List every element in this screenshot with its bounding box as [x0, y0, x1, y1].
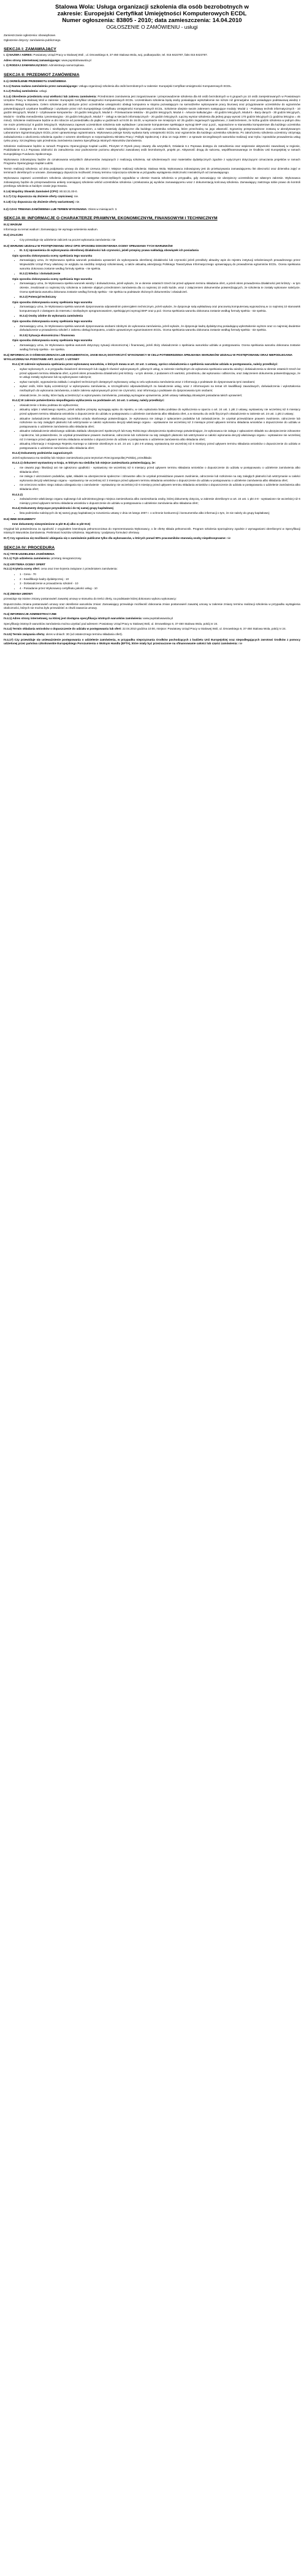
iv11-label: IV.1.1) Tryb udzielenia zamówienia:	[4, 557, 51, 560]
iii42-heading: III.4.2) W zakresie potwierdzenia niepodlegania wykluczeniu na podstawie art. 24 ust. 1 ustawy, należy przedłożyć:	[12, 399, 165, 402]
ii17-paragraph	[4, 195, 300, 199]
section-2-title: SEKCJA II: PRZEDMIOT ZAMÓWIENIA	[4, 72, 80, 77]
iii2-item: • Czy przewiduje się udzielenie zaliczek na poczet wykonania zamówienia: nie	[20, 238, 300, 243]
iii44-item-1: • lista podmiotów należących do tej samej grupy kapitałowej w rozumieniu ustawy z dnia 16 lutego 2007 r. o ochronie konkurencji i konsumentów albo informacji o tym, że nie należy do grupy kapitałowej;	[20, 511, 300, 516]
iii7-label: III.7) Czy ogranicza się możliwość ubiegania się o zamówienie publiczne tylko dla wykonawców, u których ponad 50% pracowników stanowią osoby niepełnosprawne:	[4, 536, 227, 540]
ii12-label: II.1.2) Rodzaj zamówienia:	[4, 89, 39, 93]
iv41-label: IV.4.1) Adres strony internetowej, na której jest dostępna specyfikacja istotnych warunków zamówienia:	[4, 617, 143, 620]
iii1-text: Informacja na temat wadium: Zamawiający nie wymaga wniesienia wadium.	[4, 227, 98, 231]
iii42-item-1: • oświadczenie o braku podstaw do wykluczenia;	[20, 404, 300, 408]
iii41-heading: III.4.1) W zakresie wykazania spełniania przez wykonawcę warunków, o których mowa w art. 22 ust. 1 ustawy, oprócz oświadczenia o spełnieniu warunków udziału w postępowaniu, należy przedłożyć:	[12, 363, 278, 366]
section-1-title: SEKCJA I: ZAMAWIAJĄCY	[4, 47, 56, 52]
iii31-heading: • III. 3.1) Uprawnienia do wykonywania określonej działalności lub czynności, jeżeli przepisy prawa nakładają obowiązek ich posiadania	[20, 249, 300, 253]
iii32-how-list	[4, 282, 300, 294]
iii7-paragraph	[4, 537, 300, 541]
notice-title-line-2: zakresie: Europejski Certyfikat Umiejętności Komputerowych ECDL	[57, 10, 247, 17]
ii14-label: II.1.4) Określenie przedmiotu oraz wielkości lub zakresu zamówienia:	[4, 94, 97, 98]
iii6-text: Oryginał lub potwierdzona za zgodność z oryginałem kserokopia pełnomocnictwa do reprezentowania Wykonawcy, o ile ofertę składa pełnomocnik. Program szkolenia sporządzony zgodnie z wymaganiami określonymi w Specyfikacji Istotnych Warunków Zamówienia. Preliminarz kosztów szkolenia. Wypełniony i podpisany formularz ofertowy.	[4, 527, 300, 535]
iii34-how-list	[4, 325, 300, 333]
iv45-text: okres w dniach: 30 (od ostatecznego terminu składania ofert).	[45, 633, 123, 636]
iii2-list	[4, 238, 300, 243]
iii31-how-list	[4, 258, 300, 271]
i1-paragraph	[4, 53, 300, 58]
iii42-item-5: • aktualną informację z Krajowego Rejestru Karnego w zakresie określonym w art. 24 ust. 1 pkt 4-8 ustawy, wystawioną nie wcześniej niż 6 miesięcy przed upływem terminu składania wniosków o dopuszczenie do udziału w postępowaniu o udzielenie zamówienia albo składania ofert;	[20, 442, 300, 450]
iv44-text: 22.04.2010 godzina 10:00, miejsce: Powiatowy Urząd Pracy w Stalowej Woli, ul. Dmowskiego 8, 37-450 Stalowa Wola, pokój nr 24.	[122, 627, 286, 631]
iv21-label: IV.2.1) Kryteria oceny ofert:	[4, 567, 40, 571]
iv3-text: przewiduje się istotne zmiany postanowień zawartej umowy w stosunku do treści oferty, na podstawie której dokonano wyboru wykonawcy:	[4, 597, 177, 600]
iii431-item-2: • nie zalega z uiszczaniem podatków, opłat, składek na ubezpieczenie społeczne i zdrowotne albo że uzyskał przewidziane prawem zwolnienie, odroczenie lub rozłożenie na raty zaległych płatności lub wstrzymanie w całości wykonania decyzji właściwego organu - wystawiony nie wcześniej niż 3 miesiące przed upływem terminu składania wniosków o dopuszczenie do udziału w postępowaniu o udzielenie zamówienia albo składania ofert;	[20, 475, 300, 483]
iii431-item-3: • nie orzeczono wobec niego zakazu ubiegania się o zamówienie - wystawiony nie wcześniej niż 6 miesięcy przed upływem terminu składania wniosków o dopuszczenie do udziału w postępowaniu o udzielenie zamówienia albo składania ofert;	[20, 483, 300, 491]
iii41-item-3: • wykaz osób, które będą uczestniczyć w wykonywaniu zamówienia, w szczególności odpowiedzialnych za świadczenie usług, wraz z informacjami na temat ich kwalifikacji zawodowych, doświadczenia i wykształcenia niezbędnych do wykonania zamówienia, a także zakresu wykonywanych przez nie czynności, oraz informacją o podstawie do dysponowania tymi osobami;	[20, 385, 300, 393]
notice-title-line-3: Numer ogłoszenia: 83805 - 2010; data zamieszczenia: 14.04.2010	[62, 17, 242, 24]
iii44-list	[4, 511, 300, 516]
iii43-heading: III.4.3) Dokumenty podmiotów zagranicznych	[12, 451, 73, 455]
ii11-text: Usługa organizacji szkolenia dla osób bezrobotnych w zakresie: Europejski Certyfikat Umiejętności Komputerowych ECDL.	[78, 84, 232, 88]
iii35-heading: • III.3.5) Sytuacja ekonomiczna i finansowa	[20, 334, 300, 338]
iii32-how-label: Opis sposobu dokonywania oceny spełniania tego warunku	[12, 277, 93, 281]
iii4-heading: III.4) INFORMACJA O OŚWIADCZENIACH LUB DOKUMENTACH, JAKIE MAJĄ DOSTARCZYĆ WYKONAWCY W CELU POTWIERDZENIA SPEŁNIANIA WARUNKÓW UDZIAŁU W POSTĘPOWANIU ORAZ NIEPODLEGANIA WYKLUCZENIU NA PODSTAWIE ART. 24 UST. 1 USTAWY	[4, 353, 292, 361]
iv45-label: IV.4.5) Termin związania ofertą:	[4, 633, 45, 636]
iii432-heading: III.4.3.2)	[12, 492, 23, 496]
iii3-heading: III.3) WARUNKI UDZIAŁU W POSTĘPOWANIU ORAZ OPIS SPOSOBU DOKONYWANIA OCENY SPEŁNIANIA TYCH WARUNKÓW	[4, 244, 173, 247]
iii31-how-text: • Zamawiający uzna, że Wykonawca spełnia warunek posiadania uprawnień do wykonywania określonej działalności lub czynności jeżeli przedłoży aktualny wpis do rejestru instytucji szkoleniowych prowadzonego przez Wojewódzki Urząd Pracy właściwy ze względu na siedzibę instytucji szkoleniowej, a także aktualną akredytację Polskiego Towarzystwa Informatycznego uprawniającą do prowadzenia egzaminów ECDL. Ocena spełniania warunku dokonana zostanie według formuły spełnia - nie spełnia.	[20, 258, 300, 271]
iii42-item-2: • aktualny odpis z właściwego rejestru, jeżeli odrębne przepisy wymagają wpisu do rejestru, w celu wykazania braku podstaw do wykluczenia w oparciu o art. 24 ust. 1 pkt 2 ustawy, wystawiony nie wcześniej niż 6 miesięcy przed upływem terminu składania wniosków o dopuszczenie do udziału w postępowaniu o udzielenie zamówienia albo składania ofert, a w stosunku do osób fizycznych oświadczenie w zakresie art. 24 ust. 1 pkt 2 ustawy;	[20, 408, 300, 416]
iii34-how-label: Opis sposobu dokonywania oceny spełniania tego warunku	[12, 320, 93, 323]
iii35-block	[4, 334, 300, 338]
iv45-paragraph	[4, 633, 300, 637]
section-3-title: SEKCJA III: INFORMACJE O CHARAKTERZE PRAWNYM, EKONOMICZNYM, FINANSOWYM I TECHNICZNYM	[4, 216, 218, 221]
criterion-item-2: • 2 - Kwalifikacje kadry dydaktycznej - 10	[20, 578, 300, 582]
ii14-paragraph	[4, 95, 300, 143]
iii43-text: Jeżeli wykonawca ma siedzibę lub miejsce zamieszkania poza terytorium Rzeczypospolitej Polskiej, przedkłada:	[12, 456, 153, 459]
mandatory-note: Zamieszczanie ogłoszenia: obowiązkowe.	[4, 34, 56, 37]
iii44-heading: III.4.4) Dokumenty dotyczące przynależności do tej samej grupy kapitałowej	[12, 507, 113, 510]
i1-web-link[interactable]: www.pupstalowawola.pl	[61, 58, 91, 62]
iv41-link[interactable]: www.pupstalowawola.pl	[143, 617, 173, 620]
iii35-how-text: • Zamawiający uzna, że Wykonawca spełnia warunek dotyczący sytuacji ekonomicznej i finansowej, jeżeli złoży oświadczenie o spełnianiu warunków udziału w postępowaniu. Ocena spełniania warunku dokonana zostanie według formuły spełnia - nie spełnia.	[20, 344, 300, 352]
iii33-how-label: Opis sposobu dokonywania oceny spełniania tego warunku	[12, 300, 93, 304]
i1-web-label: Adres strony internetowej zamawiającego:	[4, 58, 61, 62]
ii18-label: II.1.8) Czy dopuszcza się złożenie oferty wariantowej:	[4, 200, 75, 203]
i1-label: I. 1) NAZWA I ADRES:	[4, 53, 33, 57]
ii2-paragraph	[4, 208, 300, 212]
iii41-item-1: • wykaz wykonanych, a w przypadku świadczeń okresowych lub ciągłych również wykonywanych, głównych usług, w zakresie niezbędnym do wykazania spełniania warunku wiedzy i doświadczenia w okresie ostatnich trzech lat przed upływem terminu składania ofert, a jeżeli okres prowadzenia działalności jest krótszy - w tym okresie, z podaniem ich wartości, przedmiotu, dat wykonania i odbiorców, oraz załączeniem dokumentu potwierdzającego, że te usługi zostały wykonane lub są wykonywane należycie;	[20, 367, 300, 380]
ii14-extra-3: Termin realizacji szkolenia: od dnia podpisania umowy do dnia 30 czerwca 2010 r. Miejsce realizacji szkolenia: Stalowa Wola. Wykonawca zobowiązany jest do przekazywania zamawiającemu list obecności oraz dziennika zajęć w terminach określonych w umowie. Zamawiający dopuszcza możliwość zmiany terminu rozpoczęcia szkolenia w przypadku wystąpienia okoliczności niezależnych od zamawiającego.	[4, 167, 300, 175]
iii41-item-4: • oświadczenie, że osoby, które będą uczestniczyć w wykonywaniu zamówienia, posiadają wymagane uprawnienia, jeżeli ustawy nakładają obowiązek posiadania takich uprawnień;	[20, 394, 300, 398]
iii6-heading: III.6) INNE DOKUMENTY	[4, 517, 36, 521]
iii6-subheading: Inne dokumenty niewymienione w pkt III.4) albo w pkt III.5)	[12, 522, 91, 526]
iv1-heading: IV.1) TRYB UDZIELENIA ZAMÓWIENIA	[4, 552, 55, 555]
ii12-text: usługi.	[39, 89, 48, 93]
ii17-label: II.1.7) Czy dopuszcza się złożenie oferty częściowej:	[4, 195, 74, 198]
iii33-heading: • III.3.3) Potencjał techniczny	[20, 295, 300, 299]
iv44-label: IV.4.4) Termin składania wniosków o dopuszczenie do udziału w postępowaniu lub ofert:	[4, 627, 122, 631]
i1-web-paragraph	[4, 59, 300, 63]
iii34-how-text: • Zamawiający uzna, że Wykonawca spełnia warunek dysponowania osobami zdolnymi do wykonania zamówienia, jeżeli wykaże, że dysponuje kadrą dydaktyczną posiadającą wykształcenie wyższe oraz co najmniej dwuletnie doświadczenie w prowadzeniu szkoleń z zakresu obsługi komputera, a także uprawnionym egzaminatorem ECDL. Ocena spełniania warunku dokonana zostanie według formuły spełnia - nie spełnia.	[20, 325, 300, 333]
criterion-item-3: • 3 - Doświadczenie w prowadzeniu szkoleń - 10	[20, 582, 300, 586]
notice-subtitle: OGŁOSZENIE O ZAMÓWIENIU - usługi	[106, 24, 198, 30]
iii42-item-4: • aktualne zaświadczenie właściwego oddziału Zakładu Ubezpieczeń Społecznych lub Kasy Rolniczego Ubezpieczenia Społecznego potwierdzające, że wykonawca nie zalega z opłacaniem składek na ubezpieczenie zdrowotne i społeczne, lub potwierdzenie, że uzyskał przewidziane prawem zwolnienie, odroczenie lub rozłożenie na raty zaległych płatności lub wstrzymanie w całości wykonania decyzji właściwego organu - wystawione nie wcześniej niż 3 miesiące przed upływem terminu składania wniosków o dopuszczenie do udziału w postępowaniu o udzielenie zamówienia albo składania ofert;	[20, 429, 300, 442]
iii2-heading: III.2) ZALICZKI	[4, 233, 23, 237]
iii42-list	[4, 404, 300, 451]
iii35-how-list	[4, 344, 300, 352]
ii11-label: II.1.1) Nazwa nadana zamówieniu przez zamawiającego:	[4, 84, 78, 88]
iii41-item-2: • wykaz narzędzi, wyposażenia zakładu i urządzeń technicznych dostępnych wykonawcy usług w celu wykonania zamówienia wraz z informacją o podstawie do dysponowania tymi zasobami;	[20, 380, 300, 385]
iii41-list	[4, 367, 300, 397]
criterion-item-1: • 1 - Cena - 70	[20, 573, 300, 577]
iv3-heading: IV.3) ZMIANA UMOWY	[4, 592, 33, 596]
ii2-text: Okres w miesiącach: 3.	[88, 207, 118, 211]
iv11-text: przetarg nieograniczony.	[51, 557, 82, 560]
iv417-paragraph	[4, 638, 300, 646]
iv2-heading: IV.2) KRYTERIA OCENY OFERT	[4, 562, 46, 566]
ii1-heading: II.1) OKREŚLENIE PRZEDMIOTU ZAMÓWIENIA	[4, 79, 67, 83]
notice-title-line-1: Stalowa Wola: Usługa organizacji szkolenia dla osób bezrobotnych w	[55, 4, 249, 10]
ii11-paragraph	[4, 85, 300, 89]
iii35-how-label: Opis sposobu dokonywania oceny spełniania tego warunku	[12, 339, 93, 342]
iii432-list	[4, 497, 300, 505]
iii32-block	[4, 272, 300, 276]
notice-header	[4, 4, 300, 30]
ii16-label: II.1.6) Wspólny Słownik Zamówień (CPV):	[4, 189, 59, 193]
iii431-list	[4, 466, 300, 492]
iii1-heading: III.1) WADIUM	[4, 223, 22, 227]
iv44-paragraph	[4, 627, 300, 631]
regarding-note: Ogłoszenie dotyczy: zamówienia publicznego.	[4, 38, 61, 42]
ii12-paragraph	[4, 89, 300, 94]
iv417-label: IV.4.17) Czy przewiduje się unieważnienie postępowania o udzielenie zamówienia, w przypadku nieprzyznania środków pochodzących z budżetu Unii Europejskiej oraz niepodlegających zwrotowi środków z pomocy udzielonej przez państwa członkowskie Europejskiego Porozumienia o Wolnym Handlu (EFTA), które miały być przeznaczone na sfinansowanie całości lub części zamówienia:	[4, 638, 300, 646]
iv11-paragraph	[4, 557, 300, 561]
i2-label: I. 2) RODZAJ ZAMAWIAJĄCEGO:	[4, 64, 48, 67]
iii431-heading: III.4.3.1) dokument wystawiony w kraju, w którym ma siedzibę lub miejsce zamieszkania potwierdzający, że:	[12, 461, 156, 465]
iii32-heading: • III.3.2) Wiedza i doświadczenie	[20, 272, 300, 276]
iii7-text: nie	[227, 536, 231, 540]
iv417-text: nie	[238, 642, 243, 646]
iv21-paragraph	[4, 567, 300, 571]
i2-paragraph	[4, 64, 300, 68]
ii14-text: Przedmiotem zamówienia jest zorganizowanie i przeprowadzenie szkolenia dla 60 osób bezrobotnych w 6 grupach po 10 osób zarejestrowanych w Powiatowym Urzędzie Pracy w Stalowej Woli w zakresie: Europejski Certyfikat Umiejętności Komputerowych ECDL. Uczestnikami szkolenia będą osoby posiadające wykształcenie nie niższe niż gimnazjalne oraz posiadające podstawową wiedzę z zakresu obsługi komputera. Celem szkolenia jest zdobycie przez uczestników umiejętności obsługi komputera w stopniu pozwalającym na samodzielne wykonywanie pracy biurowej oraz przygotowanie uczestników do egzaminów potwierdzających uzyskane kwalifikacje i uzyskanie przez nich Europejskiego Certyfikatu Umiejętności Komputerowych ECDL. Szkolenie obejmie swoim zakresem następujące moduły: Moduł 1 - Podstawy technik informatycznych - 10 godzin lekcyjnych, Moduł 2 - Użytkowanie komputerów - 20 godzin lekcyjnych, Moduł 3 - Przetwarzanie tekstów - 30 godzin lekcyjnych, Moduł 4 - Arkusze kalkulacyjne - 40 godzin lekcyjnych, Moduł 5 - Bazy danych - 30 godzin lekcyjnych, Moduł 6 - Grafika menedżerska i prezentacyjna - 20 godzin lekcyjnych, Moduł 7 - Usługi w sieciach informatycznych - 20 godzin lekcyjnych. Łączny wymiar szkolenia dla jednej grupy wynosi 170 godzin lekcyjnych (1 godzina lekcyjna = 45 minut). Szkolenie realizowane będzie w dni robocze od poniedziałku do piątku w godzinach od 8.00 do 16.00, w wymiarze nie mniejszym niż 25 godzin zegarowych tygodniowo, z zastrzeżeniem, że liczba godzin szkolenia w jednym dniu nie może przekroczyć 8 godzin lekcyjnych. Wykonawca zapewni uczestnikom szkolenia sale wykładowe i pracownie komputerowe spełniające wymogi BHP oraz p.poż., wyposażone w stanowiska komputerowe dla każdego uczestnika szkolenia z dostępem do Internetu i niezbędnym oprogramowaniem, a także materiały dydaktyczne dla każdego uczestnika szkolenia, które przechodzą na jego własność. Egzaminy przeprowadzone zostaną w akredytowanym Laboratorium Egzaminacyjnym ECDL przez uprawnionego egzaminatora. Wykonawca pokryje koszty wydania karty umiejętności ECDL oraz egzaminów dla każdego uczestnika szkolenia. Po zakończeniu szkolenia uczestnicy otrzymają zaświadczenia o ukończeniu szkolenia zgodne z wzorem określonym w rozporządzeniu Ministra Pracy i Polityki Społecznej z dnia 14 maja 2009 r. w sprawie szczegółowych warunków realizacji oraz trybu i sposobów prowadzenia usług rynku pracy. Szczegółowy opis przedmiotu zamówienia zawiera Specyfikacja Istotnych Warunków Zamówienia.	[4, 94, 301, 143]
ii17-text: nie.	[74, 195, 79, 198]
i2-text: Administracja samorządowa.	[48, 64, 85, 67]
ii18-paragraph	[4, 200, 300, 205]
ii16-text: 80.53.31.00-0.	[59, 189, 78, 193]
criterion-item-4: • 4 - Posiadanie przez Wykonawcę certyfikatu jakości usług - 10	[20, 587, 300, 591]
iv4-heading: IV.4) INFORMACJE ADMINISTRACYJNE	[4, 612, 57, 616]
iii34-block	[4, 314, 300, 318]
ii2-label: II.2) CZAS TRWANIA ZAMÓWIENIA LUB TERMIN WYKONANIA:	[4, 207, 88, 211]
iv41-paragraph	[4, 617, 300, 621]
iv41-alt: Specyfikację istotnych warunków zamówienia można uzyskać pod adresem: Powiatowy Urząd Pracy w Stalowej Woli, ul. Dmowskiego 8, 37-450 Stalowa Wola, pokój nr 24.	[4, 622, 218, 625]
section-4-title: SEKCJA IV: PROCEDURA	[4, 545, 55, 550]
i1-text: Powiatowy Urząd Pracy w Stalowej Woli , ul. Dmowskiego 8, 37-450 Stalowa Wola, woj. podkarpackie, tel. 015 8423787, faks 015 8423787.	[33, 53, 208, 57]
iii31-block	[4, 249, 300, 253]
criteria-list	[4, 573, 300, 590]
ii14-extra-4: Wykonawca zapewni uczestnikom szkolenia ubezpieczenie od następstw nieszczęśliwych wypadków w okresie trwania szkolenia w przypadku, gdy zamawiający nie ubezpieczy uczestników we własnym zakresie. Wykonawca zobowiązany będzie do przeprowadzenia ankiety oceniającej szkolenie wśród uczestników szkolenia i przekazania jej wyników zamawiającemu wraz z dokumentacją końcową szkolenia. Zamawiający zastrzega sobie prawo do kontroli przebiegu szkolenia w każdym czasie jego trwania.	[4, 176, 300, 188]
iv3-detail: Dopuszczalna zmiana postanowień umowy oraz określenie warunków zmian: Zamawiający przewiduje możliwość dokonania zmian postanowień zawartej umowy w zakresie zmiany terminu realizacji szkolenia w przypadku wystąpienia okoliczności, których nie można było przewidzieć w chwili zawarcia umowy.	[4, 602, 300, 610]
ii16-paragraph	[4, 190, 300, 194]
preamble	[4, 34, 300, 42]
iii34-heading: • III.3.4) Osoby zdolne do wykonania zamówienia	[20, 314, 300, 318]
notice-document	[0, 0, 304, 646]
iii33-block	[4, 295, 300, 299]
iv21-text: cena oraz inne kryteria związane z przedmiotem zamówienia:	[40, 567, 118, 571]
iii33-how-list	[4, 305, 300, 313]
iii42-item-3: • aktualne zaświadczenie właściwego naczelnika urzędu skarbowego potwierdzające, że wykonawca nie zalega z opłacaniem podatków lub zaświadczenie, że uzyskał przewidziane prawem zwolnienie, odroczenie lub rozłożenie na raty zaległych płatności lub wstrzymanie w całości wykonania decyzji właściwego organu - wystawione nie wcześniej niż 3 miesiące przed upływem terminu składania wniosków o dopuszczenie do udziału w postępowaniu o udzielenie zamówienia albo składania ofert;	[20, 417, 300, 429]
ii14-extra-1: Szkolenie realizowane będzie w ramach Programu Operacyjnego Kapitał Ludzki, Priorytet VI Rynek pracy otwarty dla wszystkich, Działanie 6.1 Poprawa dostępu do zatrudnienia oraz wspieranie aktywności zawodowej w regionie, Poddziałanie 6.1.3 Poprawa zdolności do zatrudnienia oraz podnoszenie poziomu aktywności zawodowej osób bezrobotnych, projekt pn. Aktywność drogą do sukcesu, współfinansowanego ze środków Unii Europejskiej w ramach Europejskiego Funduszu Społecznego.	[4, 144, 300, 156]
ii18-text: nie.	[75, 200, 80, 203]
iii432-item-1: • zaświadczenie właściwego organu sądowego lub administracyjnego miejsca zamieszkania albo zamieszkania osoby, której dokumenty dotyczą, w zakresie określonym w art. 24 ust. 1 pkt 4-8 - wystawione nie wcześniej niż 6 miesięcy przed upływem terminu składania wniosków o dopuszczenie do udziału w postępowaniu o udzielenie zamówienia albo składania ofert;	[20, 497, 300, 505]
iii431-item-1: • nie otwarto jego likwidacji ani nie ogłoszono upadłości - wystawiony nie wcześniej niż 6 miesięcy przed upływem terminu składania wniosków o dopuszczenie do udziału w postępowaniu o udzielenie zamówienia albo składania ofert;	[20, 466, 300, 474]
iii33-how-text: • Zamawiający uzna, że Wykonawca spełnia warunek dysponowania odpowiednim potencjałem technicznym, jeżeli wykaże, że dysponuje salą wykładową oraz pracownią komputerową wyposażoną w co najmniej 10 stanowisk komputerowych z dostępem do Internetu i niezbędnym oprogramowaniem, spełniającymi wymogi BHP oraz p.poż. Ocena spełniania warunku dokonana zostanie według formuły spełnia - nie spełnia.	[20, 305, 300, 313]
iii31-how-label: Opis sposobu dokonywania oceny spełniania tego warunku	[12, 254, 93, 257]
ii14-extra-2: Wykonawca zobowiązany będzie do oznakowania wszystkich dokumentów związanych z realizacją szkolenia, sal szkoleniowych oraz materiałów dydaktycznych zgodnie z wytycznymi dotyczącymi oznaczania projektów w ramach Programu Operacyjnego Kapitał Ludzki.	[4, 157, 300, 165]
iii32-how-text: • Zamawiający uzna, że Wykonawca spełnia warunek wiedzy i doświadczenia, jeżeli wykaże, że w okresie ostatnich trzech lat przed upływem terminu składania ofert, a jeżeli okres prowadzenia działalności jest krótszy - w tym okresie, zrealizował co najmniej trzy szkolenia w zakresie objętym przedmiotem zamówienia dla co najmniej 10 osób każde, wraz z załączeniem dokumentów potwierdzających, że szkolenia te zostały wykonane należycie. Ocena spełniania warunku dokonana zostanie według formuły spełnia - nie spełnia na podstawie złożonych dokumentów i oświadczeń.	[20, 282, 300, 294]
